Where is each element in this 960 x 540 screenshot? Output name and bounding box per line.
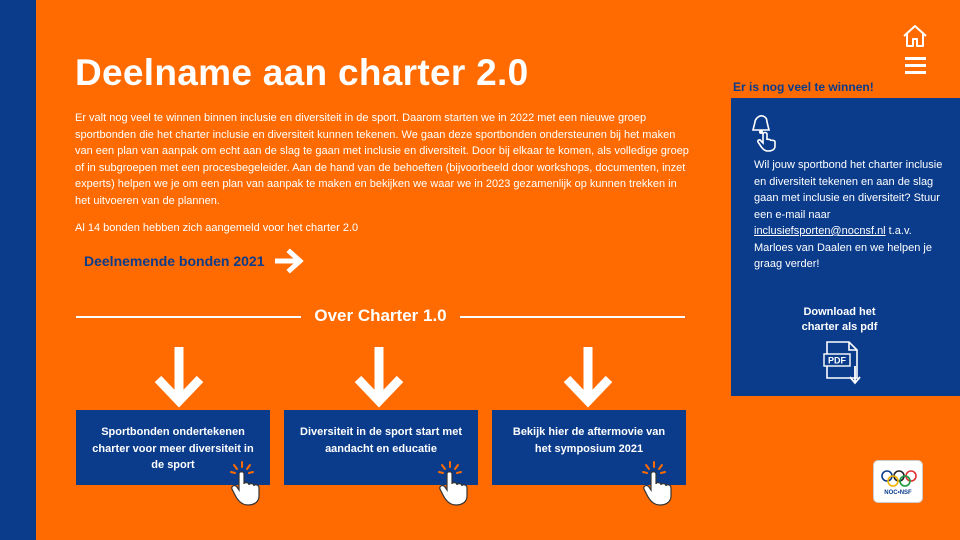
download-label	[731, 305, 948, 334]
divider-line-right	[460, 316, 685, 318]
info-panel	[731, 98, 960, 396]
pdf-badge-text: PDF	[828, 355, 846, 366]
section-title: Over Charter 1.0	[314, 306, 447, 325]
card-label: Diversiteit in de sport start met aandacht en educatie	[300, 426, 462, 455]
noc-nsf-logo	[873, 460, 923, 503]
pointing-hand-icon	[436, 460, 470, 506]
home-icon[interactable]	[902, 24, 928, 48]
hamburger-menu-icon[interactable]	[905, 57, 926, 75]
card-label: Sportbonden ondertekenen charter voor meer diversiteit in de sport	[92, 426, 254, 471]
deelnemende-bonden-link[interactable]	[84, 248, 305, 274]
pointing-hand-icon	[640, 460, 674, 506]
page-title: Deelname aan charter 2.0	[75, 52, 529, 93]
section-divider	[76, 305, 685, 327]
panel-body-after: t.a.v. Marloes van Daalen en we helpen je graag verder!	[754, 225, 932, 270]
arrow-down-icon	[352, 345, 406, 409]
download-label-text: Download het charter als pdf	[801, 306, 878, 333]
signed-count-text: Al 14 bonden hebben zich aangemeld voor het charter 2.0	[75, 222, 359, 234]
email-link[interactable]: inclusiefsporten@nocnsf.nl	[754, 225, 886, 237]
arrow-right-icon	[275, 248, 305, 274]
pdf-download-icon[interactable]	[821, 340, 867, 386]
arrow-down-icon	[152, 345, 206, 409]
bell-hand-icon	[747, 114, 781, 152]
deelnemende-bonden-label: Deelnemende bonden 2021	[84, 253, 265, 269]
panel-body-before: Wil jouw sportbond het charter inclusie en diversiteit tekenen en aan de slag gaan met inclusie en diversiteit? Stuur een e-mail naar	[754, 159, 943, 221]
logo-text: NOC•NSF	[884, 490, 912, 496]
pointing-hand-icon	[228, 460, 262, 506]
card-label: Bekijk hier de aftermovie van het symposium 2021	[512, 426, 666, 455]
intro-paragraph: Er valt nog veel te winnen binnen inclusie en diversiteit in de sport. Daarom starten we in 2022 met een nieuwe groep sportbonden die het charter inclusie en diversiteit kunnen tekenen. We gaan deze sportbonden ondersteunen bij het maken van een plan van aanpak om echt aan de slag te gaan met inclusie en diversiteit. Door bij elkaar te komen, als volledige groep of in subgroepen met een procesbegeleider. Aan de hand van de behoeften (bijvoorbeeld door workshops, documenten, inzet experts) helpen we je om een plan van aanpak te maken en bekijken we waar we in 2023 gezamenlijk op kunnen trekken in het uitvoeren van de plannen.	[75, 112, 689, 207]
left-navy-stripe	[0, 0, 36, 540]
arrow-down-icon	[561, 345, 615, 409]
panel-body-text	[754, 157, 944, 273]
panel-heading: Er is nog veel te winnen!	[733, 80, 874, 94]
olympic-rings-icon	[874, 465, 924, 493]
